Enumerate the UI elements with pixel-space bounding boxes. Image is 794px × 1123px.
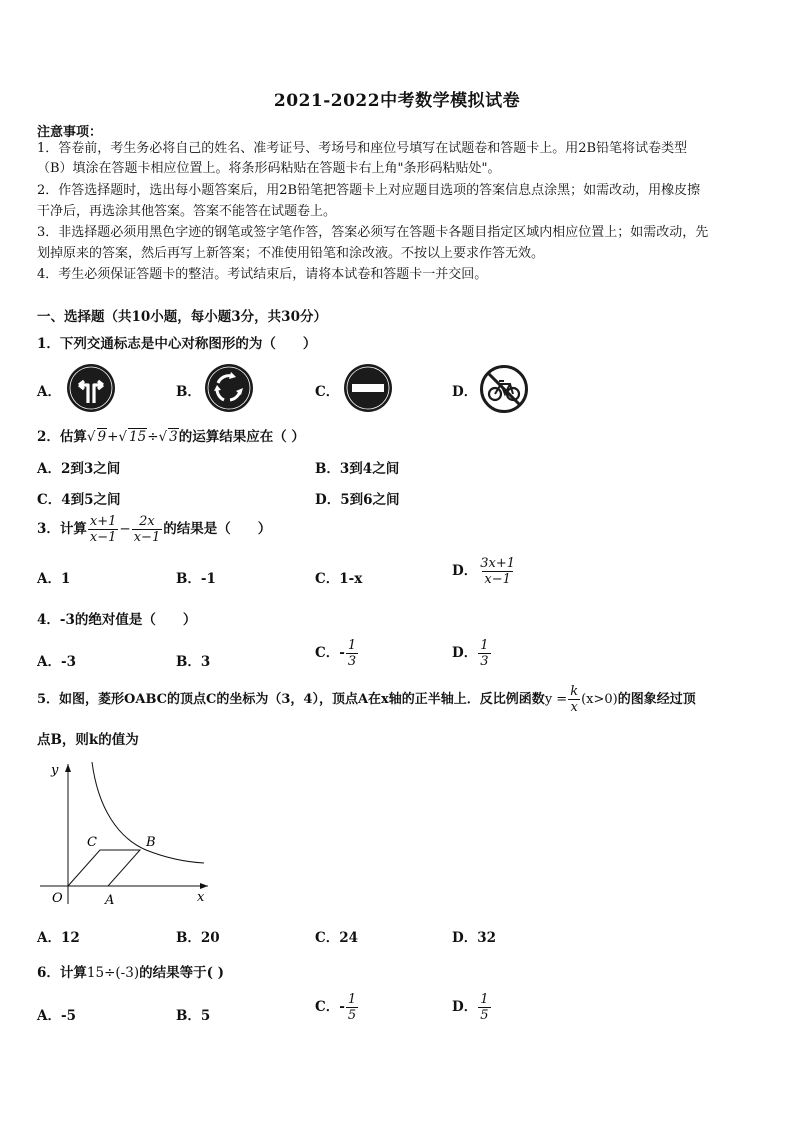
q2-option-a: A．2到3之间	[37, 461, 121, 477]
q5-stem-part-b: 的图象经过顶	[617, 692, 696, 707]
y-axis-arrow-icon	[65, 764, 71, 772]
notes-heading: 注意事项：	[37, 125, 103, 140]
q3-option-d	[452, 556, 518, 587]
x-axis-arrow-icon	[200, 883, 208, 889]
radical-sign: √	[86, 429, 96, 445]
q3-fraction-1	[88, 514, 119, 545]
note-line-6: 划掉原来的答案，然后再写上新答案；不准使用铅笔和涂改液。不按以上要求作答无效。	[37, 246, 545, 261]
q2-suffix: 的运算结果应在（ ）	[178, 429, 305, 445]
q6-option-c-label: C．-	[315, 999, 345, 1015]
q3-fraction-2-numerator: 2x	[139, 514, 155, 529]
exam-title: 2021-2022中考数学模拟试卷	[273, 91, 521, 111]
q1-option-c-label: C．	[315, 384, 340, 400]
q3-prefix: 3．计算	[37, 521, 87, 537]
q5-function-denominator: x	[570, 700, 578, 715]
q2-radicand-1: 9	[97, 429, 107, 445]
q4-option-c-denominator: 3	[347, 654, 357, 669]
point-c-label: C	[87, 835, 97, 850]
radical-sign: √	[118, 429, 128, 445]
q3-option-d-numerator: 3x+1	[480, 556, 515, 571]
q6-option-c-denominator: 5	[347, 1008, 357, 1023]
q5-stem-part-a: 5．如图，菱形OABC的顶点C的坐标为（3，4），顶点A在x轴的正半轴上．反比例函数	[37, 692, 545, 707]
q5-option-b: B．20	[176, 930, 220, 946]
y-axis-label: y	[51, 763, 59, 778]
q4-option-d-numerator: 1	[480, 638, 489, 653]
q5-function-numerator: k	[570, 684, 579, 699]
point-o-label: O	[52, 891, 63, 906]
question-5-stem	[37, 684, 696, 715]
q4-option-c	[315, 638, 359, 669]
q3-option-d-fraction	[478, 556, 517, 587]
q6-expression: 15÷(-3)	[86, 965, 140, 981]
q4-option-c-fraction	[346, 638, 358, 669]
q3-minus: −	[119, 521, 131, 537]
q6-prefix: 6．计算	[37, 965, 87, 981]
q6-suffix: 的结果等于( )	[139, 965, 225, 981]
q6-option-d-fraction	[478, 992, 490, 1023]
q1-option-b-label: B．	[176, 384, 201, 400]
q4-option-d-denominator: 3	[480, 654, 489, 669]
x-axis-label: x	[197, 890, 205, 905]
point-b-label: B	[146, 835, 156, 850]
q4-option-d-label: D．	[452, 645, 478, 661]
q3-fraction-1-numerator: x+1	[89, 514, 117, 529]
no-entry-sign-icon	[343, 363, 393, 413]
q6-option-b: B．5	[176, 1008, 211, 1024]
turn-left-right-sign-icon	[66, 363, 116, 413]
note-line-1: 1．答卷前，考生务必将自己的姓名、准考证号、考场号和座位号填写在试题卷和答题卡上。用2B铅笔将试卷类型	[37, 141, 688, 156]
q6-option-d	[452, 992, 492, 1023]
q4-option-c-numerator: 1	[347, 638, 357, 653]
rhombus-hyperbola-figure	[36, 758, 216, 908]
q5-option-d: D．32	[452, 930, 496, 946]
q1-option-d-label: D．	[452, 384, 478, 400]
q4-option-b: B．3	[176, 654, 211, 670]
q6-option-d-denominator: 5	[480, 1008, 489, 1023]
q6-option-c-fraction	[346, 992, 358, 1023]
note-line-4: 干净后，再选涂其他答案。答案不能答在试题卷上。	[37, 204, 337, 219]
q6-option-c	[315, 992, 359, 1023]
q6-option-d-numerator: 1	[480, 992, 489, 1007]
note-line-7: 4．考生必须保证答题卡的整洁。考试结束后，请将本试卷和答题卡一并交回。	[37, 267, 488, 282]
q3-fraction-1-denominator: x−1	[89, 530, 117, 545]
q6-option-c-numerator: 1	[347, 992, 357, 1007]
q2-divide: ÷	[147, 429, 159, 445]
q2-option-c: C．4到5之间	[37, 492, 121, 508]
note-line-3: 2．作答选择题时，选出每小题答案后，用2B铅笔把答题卡上对应题目选项的答案信息点涂黑；如需改动，用橡皮擦	[37, 183, 701, 198]
q4-option-c-label: C．-	[315, 645, 345, 661]
q3-option-c: C．1-x	[315, 571, 363, 587]
roundabout-sign-icon	[204, 363, 254, 413]
question-5-stem-cont: 点B，则k的值为	[37, 732, 139, 748]
question-4-stem: 4．-3的绝对值是（ ）	[37, 612, 197, 628]
q4-option-d	[452, 638, 492, 669]
question-3-stem	[37, 514, 271, 545]
q3-option-d-denominator: x−1	[484, 572, 511, 587]
question-6-stem	[37, 961, 224, 981]
note-line-5: 3．非选择题必须用黑色字迹的钢笔或签字笔作答，答案必须写在答题卡各题目指定区域内相应位置上；如需改动，先	[37, 225, 709, 240]
q6-option-a: A．-5	[37, 1008, 76, 1024]
no-bicycles-sign-icon	[480, 365, 528, 413]
q4-option-d-fraction	[478, 638, 490, 669]
rhombus-oabc	[68, 850, 140, 886]
question-1-stem: 1．下列交通标志是中心对称图形的为（ ）	[37, 336, 317, 352]
q4-option-a: A．-3	[37, 654, 76, 670]
q2-radicand-3: 3	[169, 429, 178, 445]
q2-option-d: D．5到6之间	[315, 492, 400, 508]
question-2-stem	[37, 425, 305, 445]
q5-option-c: C．24	[315, 930, 359, 946]
q5-option-a: A．12	[37, 930, 80, 946]
q5-function-y: y =	[544, 692, 568, 707]
q2-plus: +	[107, 429, 119, 445]
note-line-2: （B）填涂在答题卡相应位置上。将条形码粘贴在答题卡右上角"条形码粘贴处"。	[37, 161, 501, 176]
q6-option-d-label: D．	[452, 999, 478, 1015]
q5-function-fraction	[568, 684, 580, 715]
q3-fraction-2	[132, 514, 163, 545]
point-a-label: A	[105, 893, 115, 908]
q2-radicand-2: 15	[129, 429, 147, 445]
radical-sign: √	[158, 429, 168, 445]
section-choice-heading: 一、选择题（共10小题，每小题3分，共30分）	[37, 309, 327, 325]
q3-fraction-2-denominator: x−1	[133, 530, 161, 545]
q2-option-b: B．3到4之间	[315, 461, 400, 477]
q1-option-a-label: A．	[37, 384, 61, 400]
q3-option-b: B．-1	[176, 571, 216, 587]
q5-function-condition: (x>0)	[581, 692, 618, 707]
q3-suffix: 的结果是（ ）	[163, 521, 272, 537]
q3-option-a: A．1	[37, 571, 71, 587]
q2-prefix: 2．估算	[37, 429, 87, 445]
q3-option-d-label: D．	[452, 563, 478, 579]
